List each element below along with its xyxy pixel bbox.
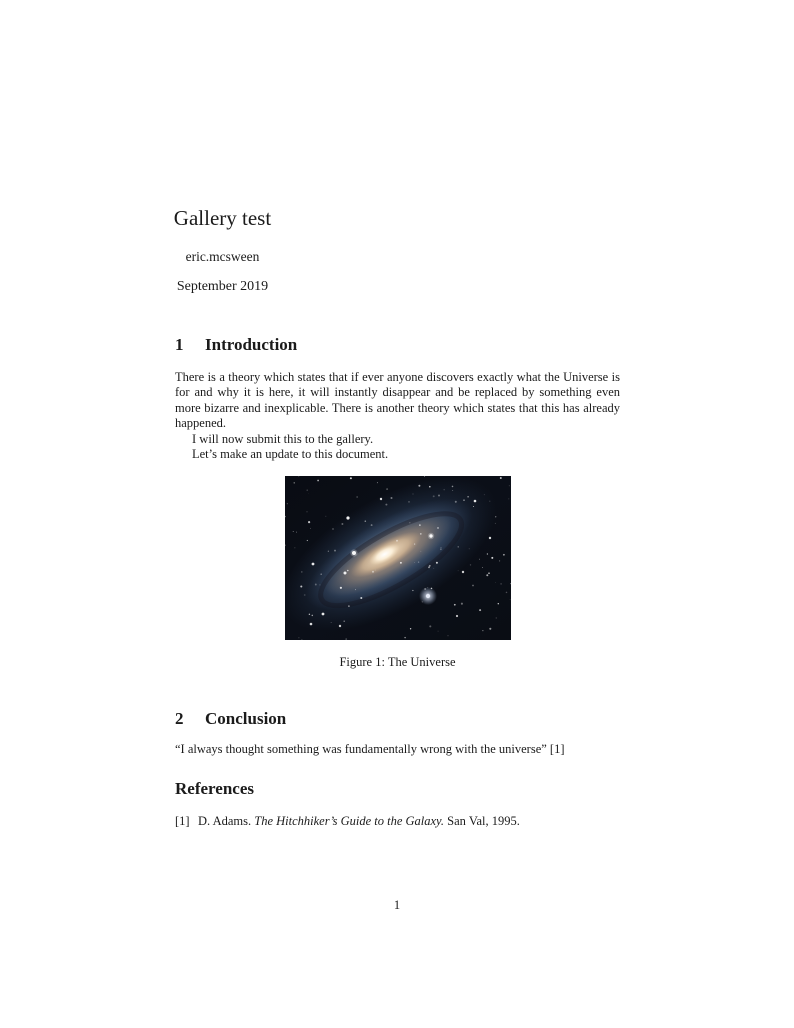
page-title: Gallery test	[173, 206, 272, 230]
intro-line-submit: I will now submit this to the gallery.	[192, 431, 374, 446]
reference-text	[198, 814, 620, 829]
figure-1	[175, 476, 620, 640]
reference-publisher: San Val, 1995.	[447, 814, 520, 828]
title-block	[0, 206, 445, 295]
section-title: Introduction	[205, 335, 298, 354]
references-heading: References	[175, 779, 254, 798]
figure-caption: Figure 1: The Universe	[339, 655, 456, 669]
andromeda-galaxy-image	[285, 476, 511, 640]
section-number: 2	[175, 709, 184, 728]
reference-label: [1]	[175, 814, 190, 828]
reference-item	[175, 814, 620, 829]
reference-title: The Hitchhiker’s Guide to the Galaxy.	[254, 814, 445, 828]
section-heading-introduction	[175, 336, 620, 355]
section-title: Conclusion	[205, 709, 287, 728]
author-line: eric.mcsween	[185, 249, 260, 265]
intro-paragraph: There is a theory which states that if ever anyone discovers exactly what the Universe is for and why it is here, it will instantly disappear and be replaced by something even more bizarre and inexplicable. There is another theory which states that this has already happened.	[175, 370, 620, 431]
reference-authors: D. Adams.	[198, 814, 252, 828]
conclusion-quote: “I always thought something was fundamentally wrong with the universe” [1]	[175, 742, 565, 756]
section-number: 1	[175, 335, 184, 354]
introduction-body	[175, 370, 620, 462]
intro-line-update: Let’s make an update to this document.	[192, 447, 389, 462]
page-number: 1	[393, 898, 401, 912]
date-line: September 2019	[176, 279, 269, 295]
section-heading-conclusion	[175, 710, 620, 729]
